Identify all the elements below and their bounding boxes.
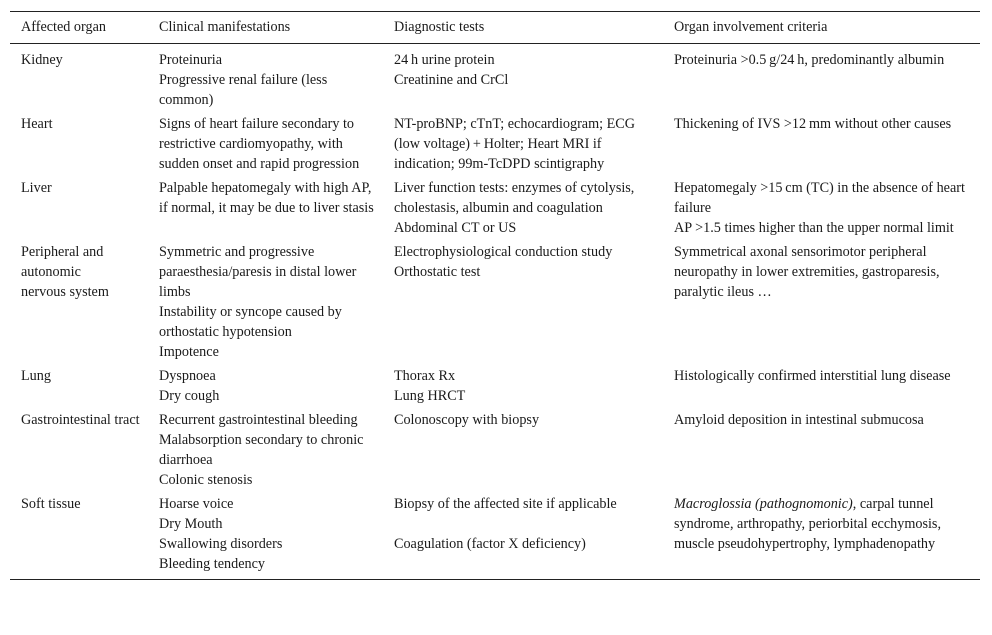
test-item: Thorax Rx xyxy=(394,368,456,384)
criteria-cell xyxy=(663,176,980,240)
manifestation-item: Bleeding tendency xyxy=(159,556,265,572)
criteria-item xyxy=(674,494,974,554)
header-diagnostic-tests: Diagnostic tests xyxy=(394,19,485,35)
table-row-lung xyxy=(10,364,980,408)
criteria-item: Histologically confirmed interstitial lung disease xyxy=(674,368,951,384)
tests-cell xyxy=(383,492,663,580)
manifestation-item: Symmetric and progressive paraesthesia/paresis in distal lower limbs xyxy=(159,244,357,300)
manifestations-cell xyxy=(148,364,383,408)
test-item: Lung HRCT xyxy=(394,388,466,404)
manifestation-item: Dyspnoea xyxy=(159,368,216,384)
tests-cell xyxy=(383,364,663,408)
criteria-cell xyxy=(663,240,980,364)
manifestations-cell xyxy=(148,408,383,492)
amyloidosis-organ-table xyxy=(10,11,980,580)
criteria-item: Proteinuria >0.5 g/24 h, predominantly albumin xyxy=(674,52,945,68)
test-item: Biopsy of the affected site if applicable xyxy=(394,496,617,512)
manifestation-item: Dry Mouth xyxy=(159,516,223,532)
test-item: Creatinine and CrCl xyxy=(394,72,509,88)
manifestations-cell xyxy=(148,176,383,240)
manifestation-item: Malabsorption secondary to chronic diarrhoea xyxy=(159,432,364,468)
test-item: 24 h urine protein xyxy=(394,52,495,68)
header-clinical-manifestations: Clinical manifestations xyxy=(159,19,291,35)
criteria-cell xyxy=(663,364,980,408)
criteria-item: Amyloid deposition in intestinal submucosa xyxy=(674,412,924,428)
manifestations-cell xyxy=(148,112,383,176)
table-header-row xyxy=(10,12,980,44)
table-row-kidney xyxy=(10,44,980,113)
test-item: Colonoscopy with biopsy xyxy=(394,412,540,428)
manifestation-item: Signs of heart failure secondary to restrictive cardiomyopathy, with sudden onset and rapid progression xyxy=(159,116,360,172)
organ-cell: Gastrointestinal tract xyxy=(21,412,140,428)
tests-cell xyxy=(383,44,663,113)
header-affected-organ: Affected organ xyxy=(21,19,106,35)
organ-cell: Liver xyxy=(21,180,52,196)
manifestation-item: Colonic stenosis xyxy=(159,472,253,488)
criteria-text: , carpal tunnel syndrome, arthropathy, periorbital ecchymosis, muscle pseudohypertrophy, lymphadenopathy xyxy=(674,496,941,552)
manifestation-item: Proteinuria xyxy=(159,52,223,68)
criteria-item: Symmetrical axonal sensorimotor peripheral neuropathy in lower extremities, gastroparesis, paralytic ileus … xyxy=(674,244,940,300)
test-item: Coagulation (factor X deficiency) xyxy=(394,536,586,552)
table-row-liver xyxy=(10,176,980,240)
clinical-table-container xyxy=(10,11,980,580)
manifestation-item: Impotence xyxy=(159,344,219,360)
manifestation-item: Recurrent gastrointestinal bleeding xyxy=(159,412,358,428)
criteria-cell xyxy=(663,492,980,580)
criteria-cell xyxy=(663,44,980,113)
tests-cell xyxy=(383,112,663,176)
organ-cell: Heart xyxy=(21,116,53,132)
header-organ-involvement-criteria: Organ involvement criteria xyxy=(674,19,828,35)
table-row-gastrointestinal xyxy=(10,408,980,492)
criteria-item: AP >1.5 times higher than the upper normal limit xyxy=(674,220,954,236)
manifestation-item: Hoarse voice xyxy=(159,496,234,512)
manifestation-item: Palpable hepatomegaly with high AP, if normal, it may be due to liver stasis xyxy=(159,180,374,216)
spacer xyxy=(394,514,657,534)
manifestations-cell xyxy=(148,44,383,113)
criteria-item: Hepatomegaly >15 cm (TC) in the absence of heart failure xyxy=(674,180,965,216)
criteria-cell xyxy=(663,112,980,176)
test-item: NT-proBNP; cTnT; echocardiogram; ECG (low voltage) + Holter; Heart MRI if indication; 99m-TcDPD scintigraphy xyxy=(394,116,636,172)
tests-cell xyxy=(383,176,663,240)
manifestation-item: Swallowing disorders xyxy=(159,536,283,552)
criteria-cell xyxy=(663,408,980,492)
test-item: Orthostatic test xyxy=(394,264,481,280)
table-row-soft-tissue xyxy=(10,492,980,580)
test-item: Liver function tests: enzymes of cytolysis, cholestasis, albumin and coagulation xyxy=(394,180,635,216)
tests-cell xyxy=(383,408,663,492)
criteria-item: Thickening of IVS >12 mm without other causes xyxy=(674,116,952,132)
manifestations-cell xyxy=(148,240,383,364)
manifestation-item: Progressive renal failure (less common) xyxy=(159,72,328,108)
manifestation-item: Dry cough xyxy=(159,388,220,404)
organ-cell: Lung xyxy=(21,368,51,384)
test-item: Electrophysiological conduction study xyxy=(394,244,613,260)
organ-cell: Peripheral and autonomic nervous system xyxy=(21,244,109,300)
manifestations-cell xyxy=(148,492,383,580)
table-row-heart xyxy=(10,112,980,176)
table-row-nervous-system xyxy=(10,240,980,364)
tests-cell xyxy=(383,240,663,364)
organ-cell: Soft tissue xyxy=(21,496,81,512)
organ-cell: Kidney xyxy=(21,52,63,68)
test-item: Abdominal CT or US xyxy=(394,220,517,236)
manifestation-item: Instability or syncope caused by orthostatic hypotension xyxy=(159,304,342,340)
criteria-italic-term: Macroglossia (pathognomonic) xyxy=(674,496,853,512)
